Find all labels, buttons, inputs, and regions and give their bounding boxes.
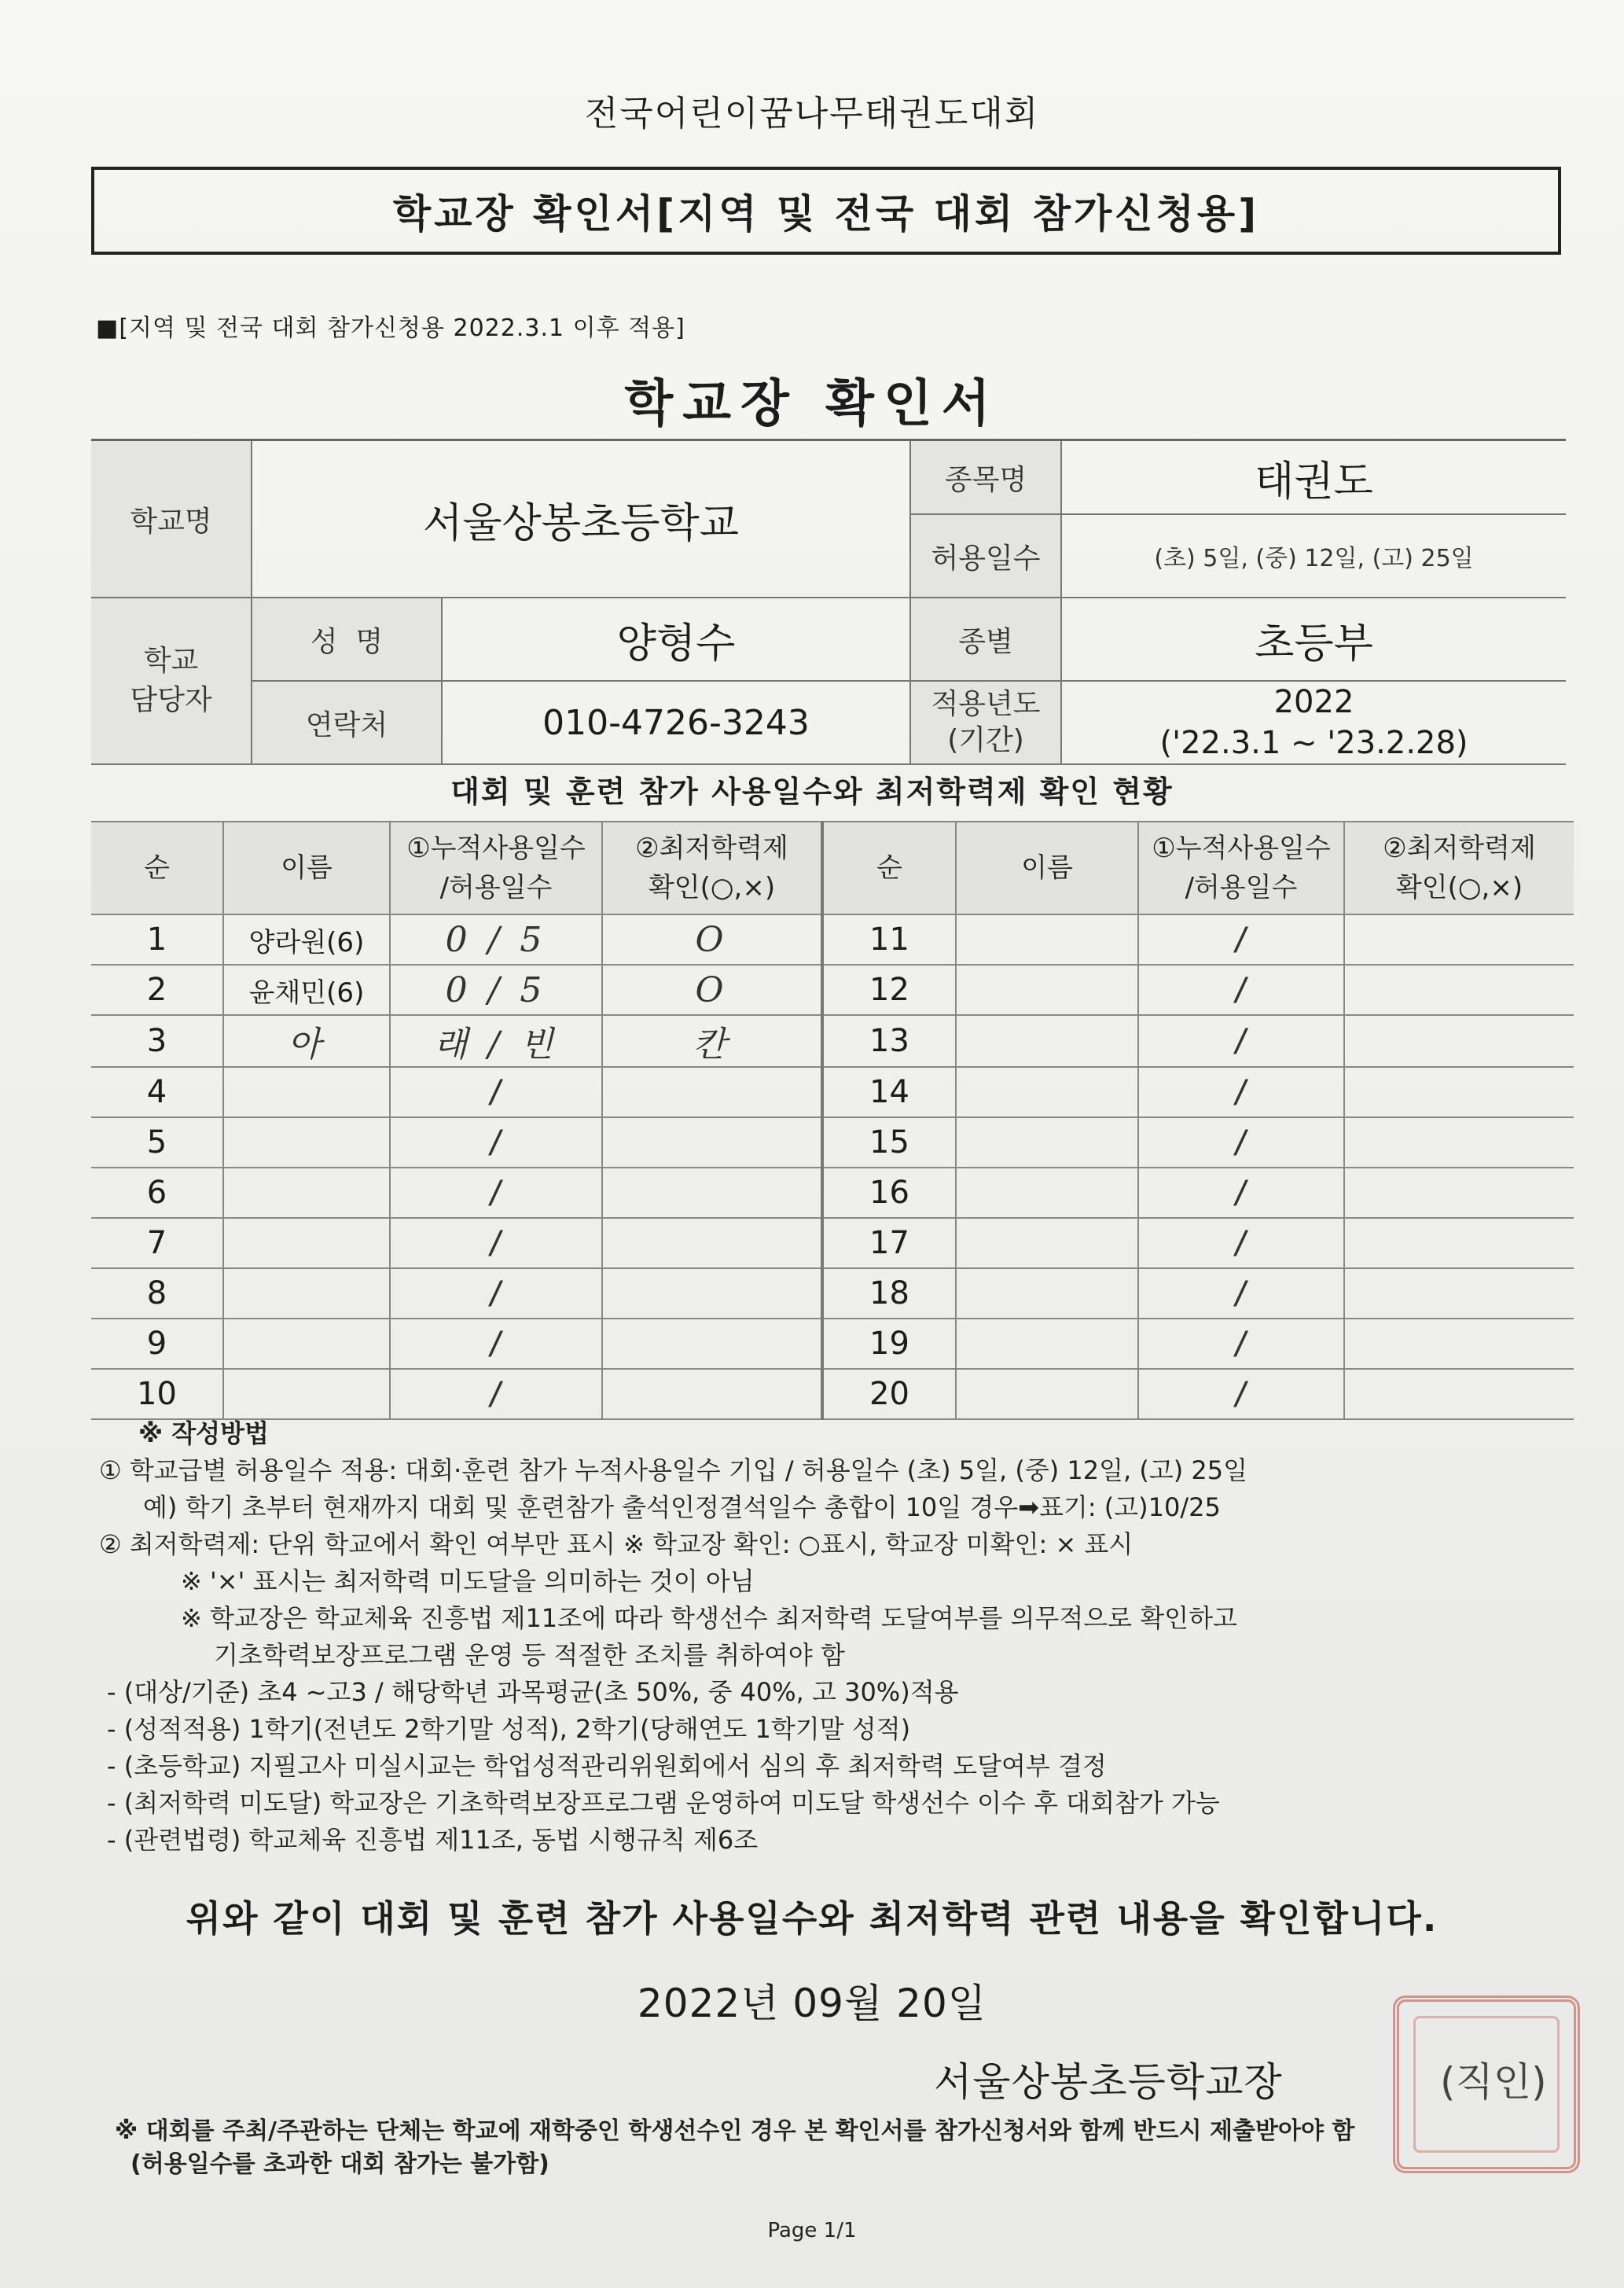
row-no: 7: [91, 1218, 223, 1268]
period-value: ('22.3.1 ~ '23.2.28): [1159, 725, 1468, 761]
row-name: [956, 914, 1138, 965]
row-days: /: [390, 1117, 602, 1168]
submission-footnote: [115, 2115, 1577, 2181]
row-check: [1344, 1319, 1574, 1369]
row-no: 9: [91, 1319, 223, 1369]
table-row: [91, 965, 1574, 1015]
row-days: /: [1138, 1117, 1344, 1168]
school-name-label: 학교명: [91, 440, 252, 598]
row-days: /: [390, 1067, 602, 1117]
row-check: [602, 1319, 822, 1369]
row-days: /: [390, 1319, 602, 1369]
contact-label: 연락처: [252, 681, 442, 764]
row-name: [956, 1319, 1138, 1369]
allowed-days-label: 허용일수: [910, 514, 1061, 598]
row-check: [1344, 914, 1574, 965]
row-days: /: [390, 1168, 602, 1218]
school-name-value: 서울상봉초등학교: [252, 440, 910, 598]
header-days-line2: /허용일수: [1185, 872, 1298, 903]
row-check: [602, 1268, 822, 1319]
instruction-2-note-b: ※ 학교장은 학교체육 진흥법 제11조에 따라 학생선수 최저학력 도달여부를 의무적으로 확인하고: [181, 1603, 1237, 1633]
footnote-line-1: ※ 대회를 주최/주관하는 단체는 학교에 재학중인 학생선수인 경우 본 확인서를 참가신청서와 함께 반드시 제출받아야 함: [115, 2117, 1355, 2145]
criteria-elementary: - (초등학교) 지필고사 미실시교는 학업성적관리위원회에서 심의 후 최저학력 도달여부 결정: [107, 1751, 1107, 1781]
header-days-line2: /허용일수: [439, 872, 553, 903]
instruction-1-example: 예) 학기 초부터 현재까지 대회 및 훈련참가 출석인정결석일수 총합이 10일 경우➡표기: (고)10/25: [143, 1492, 1221, 1522]
row-days: 0 / 5: [390, 965, 602, 1015]
header-days-left: [390, 822, 602, 914]
table-row: [91, 1218, 1574, 1268]
row-days: /: [1138, 1268, 1344, 1319]
table-row: [91, 1168, 1574, 1218]
row-check: [1344, 1117, 1574, 1168]
row-name: [223, 1218, 390, 1268]
row-days: /: [390, 1268, 602, 1319]
footnote-line-2: (허용일수를 초과한 대회 참가는 불가함): [130, 2150, 549, 2178]
athlete-roster-table: [91, 821, 1574, 1420]
row-no: 10: [91, 1369, 223, 1419]
row-days: /: [1138, 914, 1344, 965]
row-name: [223, 1168, 390, 1218]
row-check: [1344, 1067, 1574, 1117]
row-days: /: [1138, 1369, 1344, 1419]
row-check: [1344, 1369, 1574, 1419]
row-name: [956, 1218, 1138, 1268]
row-days: /: [1138, 1015, 1344, 1067]
row-no: 16: [822, 1168, 956, 1218]
row-no: 17: [822, 1218, 956, 1268]
principal-signature: 서울상봉초등학교장: [934, 2059, 1283, 2105]
form-title-box: [91, 167, 1561, 255]
row-check: [1344, 1168, 1574, 1218]
instructions-heading: ※ 작성방법: [138, 1418, 269, 1448]
row-name: 윤채민(6): [223, 965, 390, 1015]
row-name: [956, 1168, 1138, 1218]
row-check: [602, 1067, 822, 1117]
header-check-line2: 확인(○,×): [648, 872, 776, 903]
header-no-left: 순: [91, 822, 223, 914]
row-no: 6: [91, 1168, 223, 1218]
seal-label: (직인): [1440, 2059, 1547, 2105]
header-check-line1: ②최저학력제: [1383, 833, 1536, 864]
row-no: 4: [91, 1067, 223, 1117]
criteria-law: - (관련법령) 학교체육 진흥법 제11조, 동법 시행규칙 제6조: [107, 1825, 759, 1855]
row-check: [602, 1369, 822, 1419]
row-days: /: [1138, 1067, 1344, 1117]
row-days: /: [1138, 1218, 1344, 1268]
row-name: [956, 1117, 1138, 1168]
division-label: 종별: [910, 598, 1061, 681]
status-section-title: 대회 및 훈련 참가 사용일수와 최저학력제 확인 현황: [450, 774, 1174, 809]
row-check: [1344, 965, 1574, 1015]
year-value: 2022: [1273, 684, 1354, 720]
row-days: 0 / 5: [390, 914, 602, 965]
contact-value: 010-4726-3243: [442, 681, 910, 764]
row-no: 19: [822, 1319, 956, 1369]
row-days: /: [1138, 965, 1344, 1015]
header-check-line2: 확인(○,×): [1395, 872, 1523, 903]
row-check: [1344, 1015, 1574, 1067]
table-row: [91, 1117, 1574, 1168]
row-no: 2: [91, 965, 223, 1015]
row-check: O: [602, 965, 822, 1015]
allowed-days-value: (초) 5일, (중) 12일, (고) 25일: [1061, 514, 1566, 598]
row-name: [223, 1067, 390, 1117]
row-check: [1344, 1268, 1574, 1319]
page-number: Page 1/1: [767, 2219, 857, 2242]
row-name: [223, 1369, 390, 1419]
row-check: [602, 1168, 822, 1218]
row-no: 20: [822, 1369, 956, 1419]
header-days-line1: ①누적사용일수: [1152, 833, 1331, 864]
header-check-right: [1344, 822, 1574, 914]
instruction-2-note-a: ※ '×' 표시는 최저학력 미도달을 의미하는 것이 아님: [181, 1566, 755, 1596]
table-row: [91, 1015, 1574, 1067]
header-name-left: 이름: [223, 822, 390, 914]
criteria-grades: - (성적적용) 1학기(전년도 2학기말 성적), 2학기(당해연도 1학기말 성적): [107, 1714, 911, 1744]
school-info-table: [91, 439, 1566, 765]
row-no: 5: [91, 1117, 223, 1168]
instructions-section: [99, 1415, 1577, 1859]
row-check: O: [602, 914, 822, 965]
row-name: [223, 1117, 390, 1168]
issue-date: 2022년 09월 20일: [637, 1981, 987, 2026]
table-row: [91, 1067, 1574, 1117]
criteria-not-reached: - (최저학력 미도달) 학교장은 기초학력보장프로그램 운영하여 미도달 학생선수 이수 후 대회참가 가능: [107, 1788, 1220, 1818]
manager-label: 학교 담당자: [91, 598, 252, 764]
row-name: [956, 1369, 1138, 1419]
table-row: [91, 1369, 1574, 1419]
row-name: [223, 1268, 390, 1319]
instruction-2: ② 최저학력제: 단위 학교에서 확인 여부만 표시 ※ 학교장 확인: ○표시, 학교장 미확인: × 표시: [99, 1529, 1133, 1559]
row-days: 래 / 빈: [390, 1015, 602, 1067]
row-days: /: [1138, 1319, 1344, 1369]
row-no: 13: [822, 1015, 956, 1067]
year-cell: [1061, 681, 1566, 764]
row-name: [956, 1015, 1138, 1067]
row-name: 아: [223, 1015, 390, 1067]
form-title: 학교장 확인서[지역 및 전국 대회 참가신청용]: [392, 191, 1260, 237]
row-no: 18: [822, 1268, 956, 1319]
row-no: 8: [91, 1268, 223, 1319]
row-name: 양라원(6): [223, 914, 390, 965]
row-check: [602, 1218, 822, 1268]
criteria-target: - (대상/기준) 초4 ~고3 / 해당학년 과목평균(초 50%, 중 40%, 고 30%)적용: [107, 1677, 959, 1707]
year-label: 적용년도 (기간): [910, 681, 1061, 764]
table-row: [91, 1319, 1574, 1369]
table-row: [91, 914, 1574, 965]
table-row: [91, 1268, 1574, 1319]
sport-label: 종목명: [910, 440, 1061, 515]
header-no-right: 순: [822, 822, 956, 914]
row-no: 14: [822, 1067, 956, 1117]
row-days: /: [390, 1369, 602, 1419]
header-days-right: [1138, 822, 1344, 914]
instruction-1: ① 학교급별 허용일수 적용: 대회·훈련 참가 누적사용일수 기입 / 허용일수 (초) 5일, (중) 12일, (고) 25일: [99, 1455, 1248, 1485]
row-no: 12: [822, 965, 956, 1015]
row-days: /: [1138, 1168, 1344, 1218]
applied-note: ■[지역 및 전국 대회 참가신청용 2022.3.1 이후 적용]: [96, 315, 685, 342]
row-name: [223, 1319, 390, 1369]
row-name: [956, 1268, 1138, 1319]
row-no: 15: [822, 1117, 956, 1168]
division-value: 초등부: [1061, 598, 1566, 681]
row-days: /: [390, 1218, 602, 1268]
document-title: 학교장 확인서: [624, 375, 1000, 433]
row-check: 칸: [602, 1015, 822, 1067]
row-no: 1: [91, 914, 223, 965]
header-name-right: 이름: [956, 822, 1138, 914]
manager-name-value: 양형수: [442, 598, 910, 681]
row-check: [602, 1117, 822, 1168]
row-name: [956, 965, 1138, 1015]
header-check-line1: ②최저학력제: [635, 833, 788, 864]
row-no: 11: [822, 914, 956, 965]
confirmation-statement: 위와 같이 대회 및 훈련 참가 사용일수와 최저학력 관련 내용을 확인합니다.: [186, 1897, 1438, 1940]
header-check-left: [602, 822, 822, 914]
instruction-2-note-c: 기초학력보장프로그램 운영 등 적절한 조치를 취하여야 함: [214, 1640, 845, 1670]
row-check: [1344, 1218, 1574, 1268]
header-days-line1: ①누적사용일수: [406, 833, 586, 864]
sport-value: 태권도: [1061, 440, 1566, 515]
organization-title: 전국어린이꿈나무태권도대회: [584, 94, 1040, 134]
manager-name-label: 성 명: [252, 598, 442, 681]
row-no: 3: [91, 1015, 223, 1067]
row-name: [956, 1067, 1138, 1117]
